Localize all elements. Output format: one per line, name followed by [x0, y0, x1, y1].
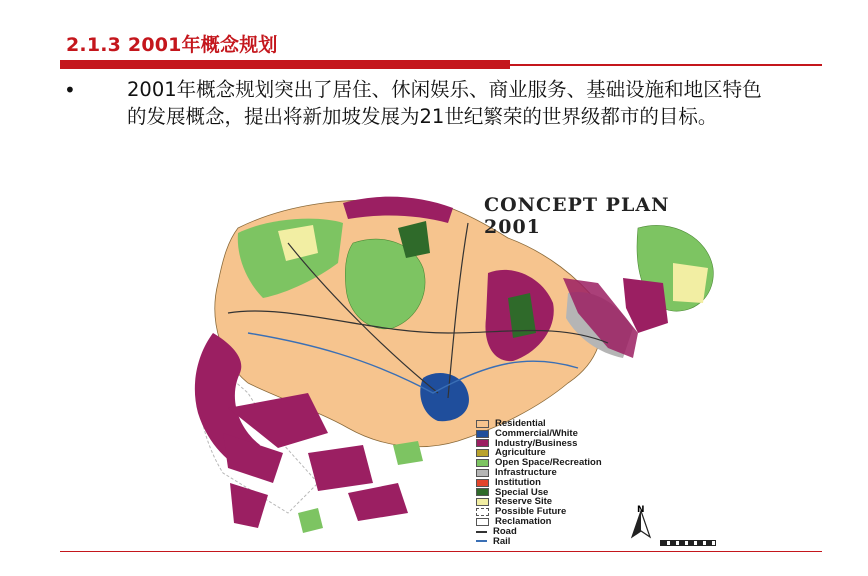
legend-swatch: [476, 508, 489, 516]
legend-label: Open Space/Recreation: [495, 457, 602, 469]
legend-label: Agriculture: [495, 447, 546, 459]
legend-swatch: [476, 479, 489, 487]
legend-swatch: [476, 488, 489, 496]
legend-swatch: [476, 449, 489, 457]
legend-label: Possible Future: [495, 506, 567, 518]
legend-item-rail: [476, 537, 636, 547]
legend-label: Reclamation: [495, 515, 552, 527]
southern-island-1: [298, 508, 323, 533]
body-paragraph: 2001年概念规划突出了居住、休闲娱乐、商业服务、基础设施和地区特色的发展概念，提出将新加坡发展为21世纪繁荣的世界级都市的目标。: [127, 78, 762, 128]
southern-island-2: [393, 441, 423, 465]
legend-swatch: [476, 420, 489, 428]
legend-label: Special Use: [495, 486, 549, 498]
jurong-island-4: [348, 483, 408, 521]
bullet-marker: •: [64, 78, 76, 102]
tekong-reserve: [673, 263, 708, 303]
legend-swatch: [476, 469, 489, 477]
legend-swatch: [476, 430, 489, 438]
concept-plan-map: [168, 183, 726, 553]
legend-label: Infrastructure: [495, 466, 557, 478]
singapore-land-use-map: [168, 183, 726, 553]
legend-label: Reserve Site: [495, 496, 553, 508]
title-underline-thin: [60, 64, 822, 66]
slide-title: 2.1.3 2001年概念规划: [66, 34, 278, 56]
map-legend: [476, 419, 636, 546]
legend-swatch: [476, 459, 489, 467]
title-underline: [60, 60, 822, 69]
legend-label: Rail: [493, 535, 511, 547]
legend-label: Institution: [495, 476, 541, 488]
north-label: N: [637, 505, 645, 515]
legend-swatch: [476, 439, 489, 447]
legend-swatch: [476, 498, 489, 506]
legend-label: Residential: [495, 418, 546, 429]
legend-label: Commercial/White: [495, 427, 578, 439]
jurong-island-3: [308, 445, 373, 491]
legend-line-swatch: [476, 531, 487, 533]
bottom-rule: [60, 551, 822, 552]
legend-swatch: [476, 518, 489, 526]
legend-line-swatch: [476, 540, 487, 542]
legend-label: Road: [493, 525, 517, 537]
scale-bar: [660, 540, 716, 546]
legend-label: Industry/Business: [495, 437, 578, 449]
map-title: CONCEPT PLAN 2001: [484, 194, 670, 238]
